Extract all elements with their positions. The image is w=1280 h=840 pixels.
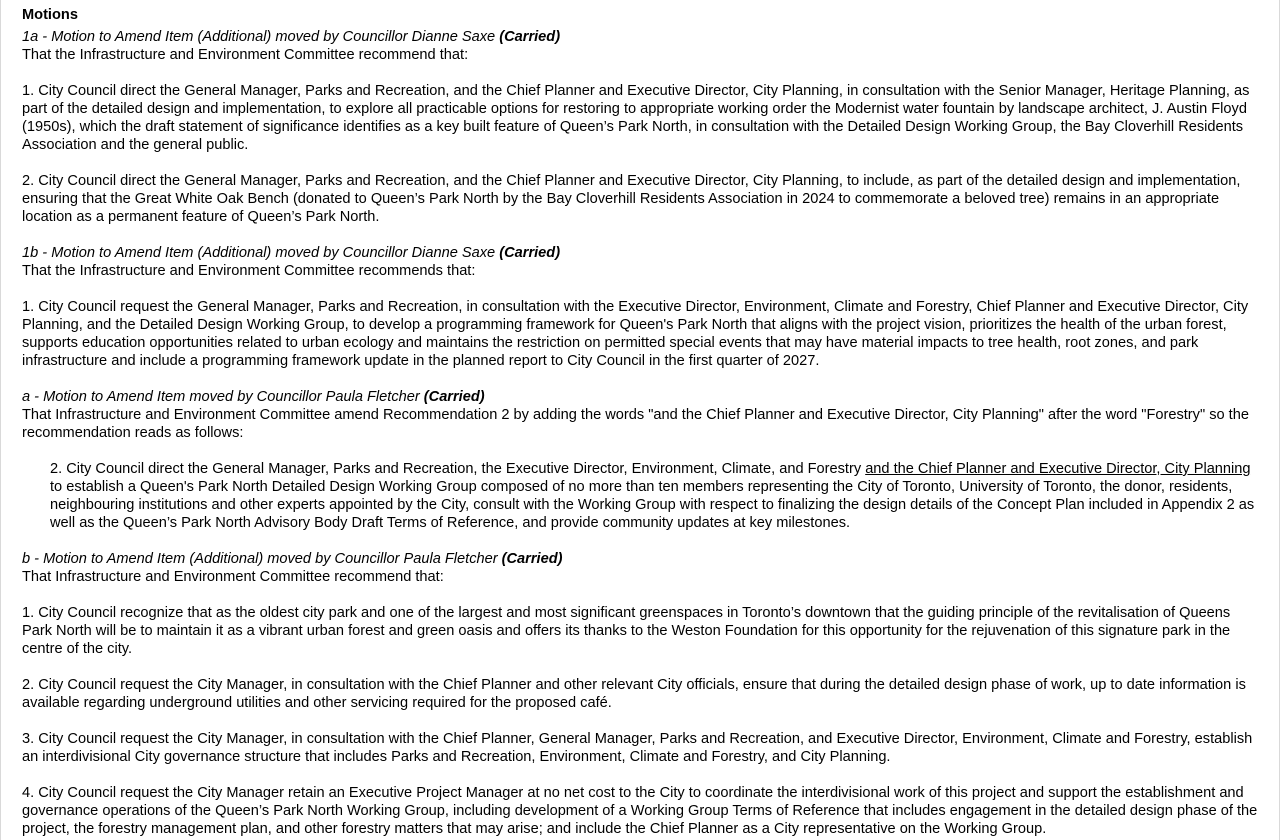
amended-text-after: to establish a Queen's Park North Detailed Design Working Group composed of no more than ten members representing the City of Toronto, University of Toronto, the donor, residents, neighbouring institutions and other experts appointed by the City, consult with the Working Group with respect to finalizing the design details of the Concept Plan included in Appendix 2 as well as the Queen’s Park North Advisory Body Draft Terms of Reference, and provide community updates at key milestones. bbox=[50, 479, 1255, 531]
motion-intro: That Infrastructure and Environment Committee recommend that: bbox=[22, 569, 444, 585]
motions-section bbox=[22, 6, 1262, 838]
recommendation-paragraph: 3. City Council request the City Manager, in consultation with the Chief Planner, General Manager, Parks and Recreation, and Executive Director, Environment, Climate and Forestry, establish an interdivisional City governance structure that includes Parks and Recreation, Environment, Climate and Forestry, and City Planning. bbox=[22, 731, 1253, 765]
recommendation-paragraph: 1. City Council recognize that as the oldest city park and one of the largest and most significant greenspaces in Toronto’s downtown that the guiding principle of the revitalisation of Queens Park North will be to maintain it as a vibrant urban forest and green oasis and offers its thanks to the Weston Foundation for this opportunity for the rejuvenation of this signature park in the centre of the city. bbox=[22, 605, 1231, 657]
motion-title-text: a - Motion to Amend Item moved by Councillor Paula Fletcher bbox=[22, 389, 420, 405]
motion-status: (Carried) bbox=[501, 551, 563, 567]
recommendation-paragraph: 2. City Council request the City Manager, in consultation with the Chief Planner and other relevant City officials, ensure that during the detailed design phase of work, up to date information is available regarding underground utilities and other servicing required for the proposed café. bbox=[22, 677, 1246, 711]
motion-intro: That the Infrastructure and Environment Committee recommend that: bbox=[22, 47, 469, 63]
recommendation-paragraph: 1. City Council direct the General Manager, Parks and Recreation, and the Chief Planner and Executive Director, City Planning, in consultation with the Senior Manager, Heritage Planning, as part of the detailed design and implementation, to explore all practicable options for restoring to appropriate working order the Modernist water fountain by landscape architect, J. Austin Floyd (1950s), which the draft statement of significance identifies as a key built feature of Queen’s Park North, in consultation with the Detailed Design Working Group, the Bay Cloverhill Residents Association and the general public. bbox=[22, 83, 1250, 153]
amended-inserted-text: and the Chief Planner and Executive Director, City Planning bbox=[865, 461, 1251, 477]
motion-title bbox=[22, 550, 1262, 568]
motion-title bbox=[22, 388, 1262, 406]
section-heading: Motions bbox=[22, 7, 78, 23]
motion-status: (Carried) bbox=[499, 29, 561, 45]
motion-title bbox=[22, 244, 1262, 262]
motion-b bbox=[22, 550, 1262, 838]
motion-title-text: 1b - Motion to Amend Item (Additional) moved by Councillor Dianne Saxe bbox=[22, 245, 496, 261]
motion-title bbox=[22, 28, 1262, 46]
motion-status: (Carried) bbox=[499, 245, 561, 261]
motion-intro: That the Infrastructure and Environment Committee recommends that: bbox=[22, 263, 476, 279]
recommendation-paragraph: 1. City Council request the General Manager, Parks and Recreation, in consultation with the Executive Director, Environment, Climate and Forestry, Chief Planner and Executive Director, City Planning, and the Detailed Design Working Group, to develop a programming framework for Queen's Park North that aligns with the project vision, prioritizes the health of the urban forest, supports education opportunities related to urban ecology and maintains the restriction on permitted special events that may have material impacts to tree health, root zones, and park infrastructure and include a programming framework update in the planned report to City Council in the first quarter of 2027. bbox=[22, 299, 1249, 369]
motion-intro: That Infrastructure and Environment Committee amend Recommendation 2 by adding the words "and the Chief Planner and Executive Director, City Planning" after the word "Forestry" so the recommendation reads as follows: bbox=[22, 407, 1249, 441]
motion-1b bbox=[22, 244, 1262, 370]
amended-recommendation bbox=[50, 460, 1262, 532]
recommendation-paragraph: 4. City Council request the City Manager retain an Executive Project Manager at no net cost to the City to coordinate the interdivisional work of this project and support the establishment and governance operations of the Queen’s Park North Working Group, including development of a Working Group Terms of Reference that includes engagement in the detailed design phase of the project, the forestry management plan, and other forestry matters that may arise; and include the Chief Planner as a City representative on the Working Group. bbox=[22, 785, 1258, 837]
motion-a bbox=[22, 388, 1262, 532]
amended-text-before: 2. City Council direct the General Manager, Parks and Recreation, the Executive Director, Environment, Climate, and Forestry bbox=[50, 461, 866, 477]
motion-title-text: 1a - Motion to Amend Item (Additional) moved by Councillor Dianne Saxe bbox=[22, 29, 496, 45]
motion-title-text: b - Motion to Amend Item (Additional) moved by Councillor Paula Fletcher bbox=[22, 551, 498, 567]
motion-1a bbox=[22, 28, 1262, 226]
recommendation-paragraph: 2. City Council direct the General Manager, Parks and Recreation, and the Chief Planner and Executive Director, City Planning, to include, as part of the detailed design and implementation, ensuring that the Great White Oak Bench (donated to Queen’s Park North by the Bay Cloverhill Residents Association in 2024 to commemorate a beloved tree) remains in an appropriate location as a permanent feature of Queen’s Park North. bbox=[22, 173, 1241, 225]
motion-status: (Carried) bbox=[423, 389, 485, 405]
